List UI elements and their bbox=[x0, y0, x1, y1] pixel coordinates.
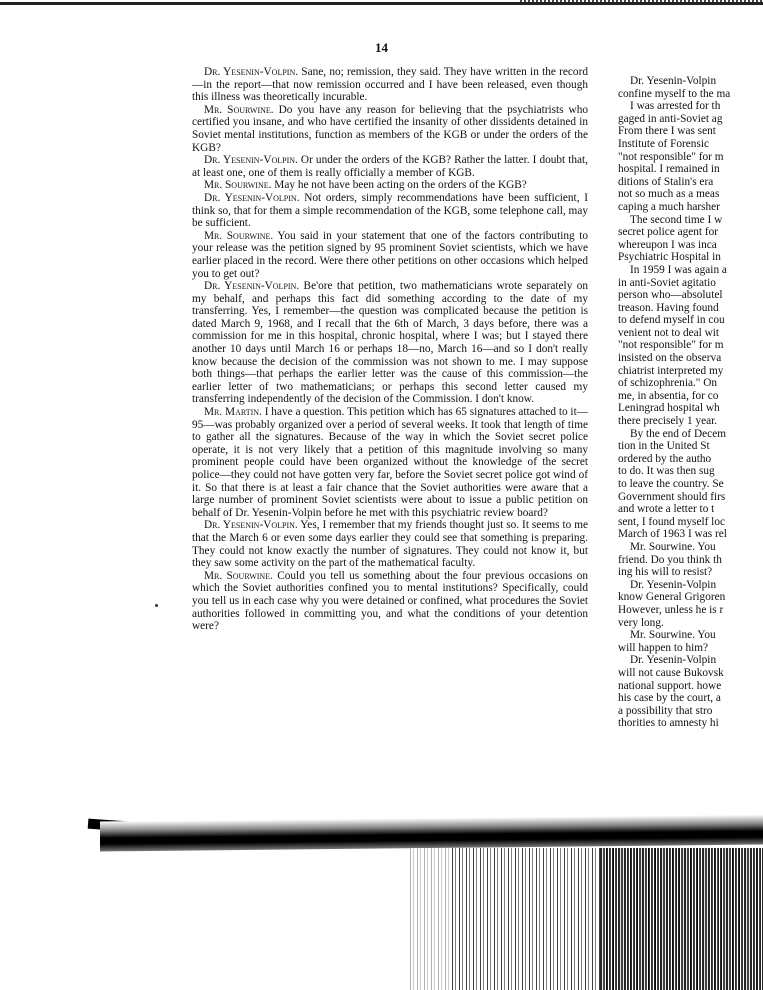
scan-noise-fade bbox=[410, 848, 450, 990]
speaker-name: Dr. Yesenin-Volpin. bbox=[204, 154, 298, 167]
paragraph-text: Yes, I remember that my friends thought just so. It seems to me that the March 6 or even some days earlier they could see that something is preparing. They could not know exactly the number of signatures. They could not know it, but they saw some activity on the part of the mathematical faculty. bbox=[192, 519, 588, 570]
paragraph bbox=[192, 406, 588, 519]
scan-bottom-band bbox=[100, 815, 763, 852]
right-column-line: tion in the United St bbox=[618, 440, 710, 453]
right-column-line: Leningrad hospital wh bbox=[618, 402, 720, 415]
margin-mark bbox=[155, 604, 158, 607]
right-column-line: ing his will to resist? bbox=[618, 566, 713, 579]
paragraph-text: May he not have been acting on the orders of the KGB? bbox=[271, 179, 527, 192]
right-column-line: whereupon I was inca bbox=[618, 238, 717, 251]
right-column-line: Psychiatric Hospital in bbox=[618, 251, 721, 264]
right-column-line: to do. It was then sug bbox=[618, 465, 715, 478]
right-column-line: there precisely 1 year. bbox=[618, 415, 718, 428]
paragraph-text: Could you tell us something about the four previous occasions on which the Soviet authorities confined you to mental institutions? Specifically, could you tell us in each case why you were detained or confined, what procedures the Soviet authorities followed in committing you, and what the conditions of your detention were? bbox=[192, 569, 589, 633]
right-column-line: insisted on the observa bbox=[618, 352, 722, 365]
right-column-line: know General Grigoren bbox=[618, 591, 726, 604]
right-column-line: venient not to deal wit bbox=[618, 326, 720, 339]
paragraph bbox=[192, 179, 588, 192]
right-column-line: I was arrested for th bbox=[630, 100, 721, 113]
right-column-line: Government should firs bbox=[618, 490, 726, 503]
paragraph-text: Not orders, simply recommendations have been sufficient, I think so, that for them a simple recommendation of the KGB, some telephone call, may be sufficient. bbox=[192, 191, 588, 230]
right-column-line: secret police agent for bbox=[618, 226, 719, 239]
paragraph bbox=[192, 66, 588, 104]
speaker-name: Mr. Sourwine. bbox=[204, 229, 274, 242]
paragraph bbox=[192, 519, 588, 569]
speaker-name: Mr. Sourwine. bbox=[204, 103, 274, 116]
right-column-text bbox=[618, 75, 763, 730]
right-column-line: Mr. Sourwine. You bbox=[630, 629, 716, 642]
paragraph bbox=[192, 104, 588, 154]
right-column-line: thorities to amnesty hi bbox=[618, 717, 719, 730]
right-column-line: Mr. Sourwine. You bbox=[630, 540, 716, 553]
speaker-name: Mr. Martin. bbox=[204, 406, 262, 419]
right-column-line: chiatrist interpreted my bbox=[618, 364, 724, 377]
right-column-line: ditions of Stalin's era bbox=[618, 175, 714, 188]
right-column-line: person who—absolutel bbox=[618, 289, 723, 302]
right-column-line: However, unless he is r bbox=[618, 603, 724, 616]
scan-top-rule-dashed bbox=[520, 0, 763, 2]
right-column-line: and wrote a letter to t bbox=[618, 503, 715, 516]
right-column-line: very long. bbox=[618, 616, 664, 629]
speaker-name: Dr. Yesenin-Volpin. bbox=[204, 66, 299, 78]
right-column-line: In 1959 I was again a bbox=[630, 263, 727, 276]
speaker-name: Dr. Yesenin-Volpin. bbox=[204, 280, 300, 293]
scan-noise-artifact-dark bbox=[600, 848, 763, 990]
right-column-line: March of 1963 I was rel bbox=[618, 528, 727, 541]
speaker-name: Mr. Sourwine. bbox=[204, 179, 272, 192]
page-number: 14 bbox=[375, 40, 388, 55]
paragraph bbox=[192, 230, 588, 280]
speaker-name: Mr. Sourwine. bbox=[204, 569, 273, 582]
paragraph bbox=[192, 280, 588, 406]
right-column-line: Dr. Yesenin-Volpin bbox=[630, 654, 717, 667]
right-column-line: "not responsible" for m bbox=[618, 339, 724, 352]
right-column-line: his case by the court, a bbox=[618, 692, 721, 705]
speaker-name: Dr. Yesenin-Volpin. bbox=[204, 191, 300, 204]
right-column-line: of schizophrenia." On bbox=[618, 377, 718, 390]
paragraph-text: Or under the orders of the KGB? Rather the latter. I doubt that, at least one, one of them is really officially a member of KGB. bbox=[192, 154, 589, 179]
right-column-line: friend. Do you think th bbox=[618, 553, 722, 566]
right-column-line: hospital. I remained in bbox=[618, 163, 720, 176]
right-column-line: gaged in anti-Soviet ag bbox=[618, 112, 723, 125]
right-column-line: ordered by the autho bbox=[618, 452, 712, 465]
right-column-line: By the end of Decem bbox=[630, 427, 726, 440]
right-column-line: confine myself to the ma bbox=[618, 87, 731, 100]
right-column-line: not so much as a meas bbox=[618, 188, 720, 201]
right-column-line: me, in absentia, for co bbox=[618, 389, 719, 402]
paragraph-text: Do you have any reason for believing that the psychiatrists who certified you insane, and who have certified the insanity of other dissidents detained in Soviet mental institutions, function as members of the KGB or under the orders of the KGB? bbox=[192, 103, 588, 154]
right-column-line: will not cause Bukovsk bbox=[618, 666, 724, 679]
right-column-line: will happen to him? bbox=[618, 641, 709, 654]
paragraph-text: Be'ore that petition, two mathematicians wrote separately on my behalf, and perhaps this fact did something according to the date of my transferring. Yes, I remember—the question was complicated because the petition is dated March 9, 1968, and I recall that the 6th of March, 3 days before, there was a commission for me in this hospital, chronic hospital, where I was; but I stayed there another 10 days until March 16 or perhaps 18—no, March 16—and so I don't really know because the decision of the commission was not shown to me. I may suppose both things—that perhaps the earlier letter was the cause of this commission—the earlier letter of two mathematicians; or perhaps this second letter caused my transferring independently of the decision of the Commission. I don't know. bbox=[192, 280, 589, 406]
paragraph bbox=[192, 192, 588, 230]
right-column-line: to leave the country. Se bbox=[618, 478, 724, 490]
right-column-line: a possibility that stro bbox=[618, 704, 713, 717]
left-column-text bbox=[192, 66, 588, 633]
right-column-line: caping a much harsher bbox=[618, 200, 720, 213]
right-column-line: From there I was sent bbox=[618, 125, 716, 138]
right-column-line: Dr. Yesenin-Volpin bbox=[630, 75, 717, 87]
speaker-name: Dr. Yesenin-Volpin. bbox=[204, 519, 298, 532]
right-column-line: "not responsible" for m bbox=[618, 150, 724, 163]
right-column-line: The second time I w bbox=[630, 213, 723, 226]
paragraph-text: You said in your statement that one of the factors contributing to your release was the petition signed by 95 prominent Soviet scientists, which we have earlier placed in the record. Were there other petitions on other occasions which helped you to get out? bbox=[192, 229, 588, 280]
scan-top-rule bbox=[0, 2, 763, 5]
paragraph bbox=[192, 570, 588, 633]
right-column-line: Institute of Forensic bbox=[618, 137, 709, 150]
right-column-line: to defend myself in cou bbox=[618, 314, 725, 327]
right-column-line: sent, I found myself loc bbox=[618, 515, 725, 528]
paragraph-text: Sane, no; remission, they said. They have written in the record—in the report—that now remission occurred and I have been released, even though this illness was theoretically incurable. bbox=[192, 66, 588, 104]
right-column-line: in anti-Soviet agitatio bbox=[618, 276, 716, 289]
right-column-line: treason. Having found bbox=[618, 301, 719, 314]
right-column-line: national support. howe bbox=[618, 679, 722, 692]
paragraph bbox=[192, 154, 588, 179]
paragraph-text: I have a question. This petition which has 65 signatures attached to it—95—was probably organized over a period of several weeks. It took that length of time to gather all the signatures. Because of the way in which the Soviet secret police operate, it is not very likely that a petition of this magnitude involving so many prominent people could have been organized without the knowledge of the secret police—they could not have gotten very far, before the Soviet secret police got wind of it. So that there is at least a fair chance that the Soviet authorities were aware that a large number of prominent Soviet scientists were about to issue a public petition on behalf of Dr. Yesenin-Volpin before he met with this psychiatric review board? bbox=[192, 406, 589, 519]
right-column-line: Dr. Yesenin-Volpin bbox=[630, 578, 717, 591]
